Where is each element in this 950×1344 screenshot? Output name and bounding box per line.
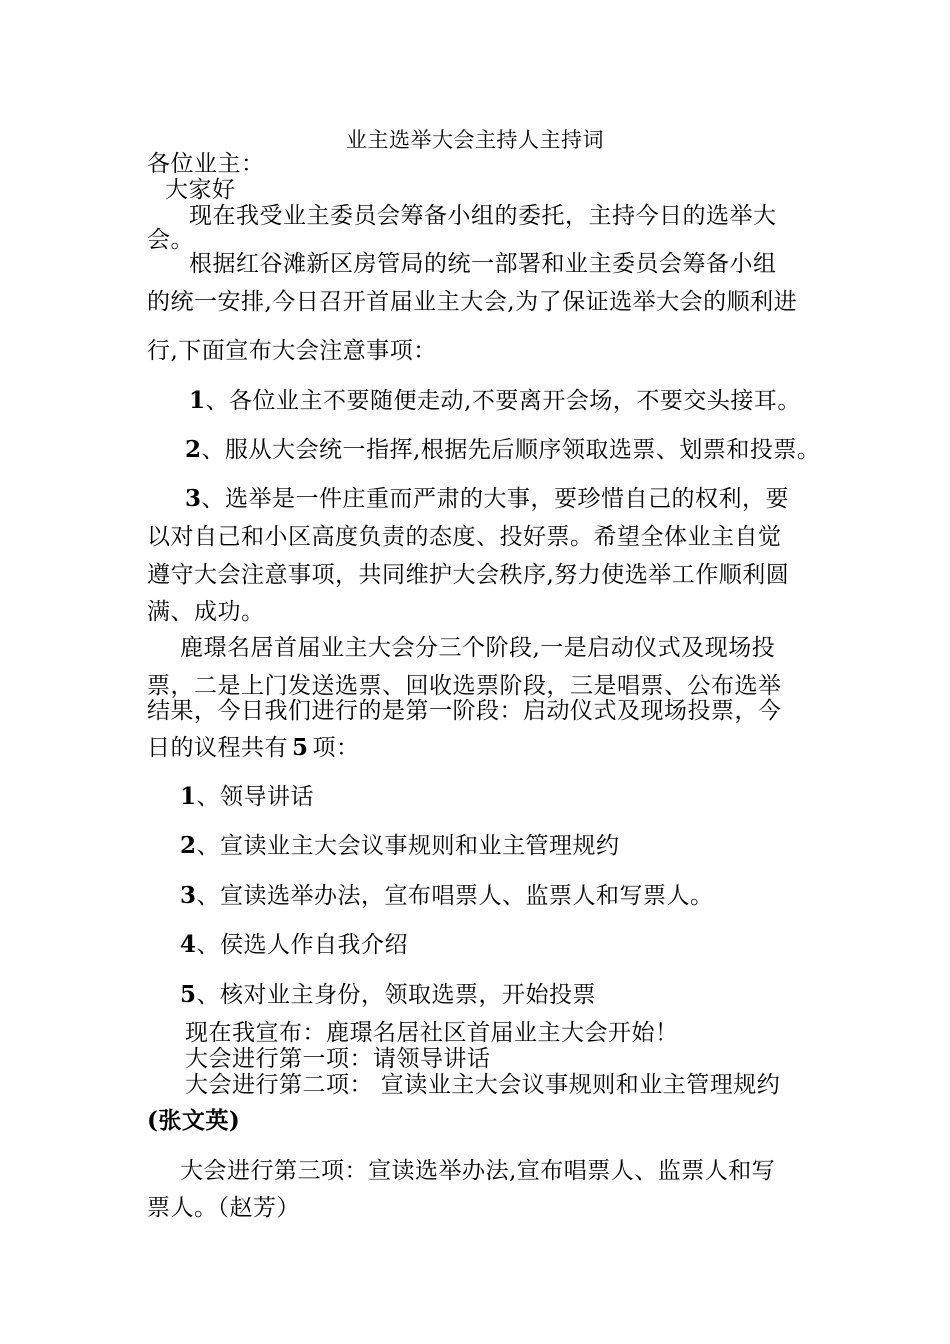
notice-text: 、服从大会统一指挥,根据先后顺序领取选票、划票和投票。 bbox=[201, 437, 821, 463]
agenda-text: 、领导讲话 bbox=[196, 784, 315, 810]
notice-number: 3 bbox=[185, 485, 202, 512]
notice-number: 1 bbox=[189, 387, 206, 414]
phases-line-2: 票，二是上门发送选票、回收选票阶段，三是唱票、公布选举 bbox=[147, 673, 782, 699]
notice3-line-3: 满、成功。 bbox=[147, 599, 265, 625]
background-line-2: 的统一安排,今日召开首届业主大会,为了保证选举大会的顺利进 bbox=[147, 289, 798, 315]
phases-text: 项： bbox=[312, 735, 360, 761]
agenda-number: 2 bbox=[180, 832, 197, 859]
phases-line-4 bbox=[147, 734, 360, 762]
agenda-number: 3 bbox=[180, 882, 197, 909]
agenda-step-2-line-1: 大会进行第二项： 宣读业主大会议事规则和业主管理规约 bbox=[185, 1072, 781, 1098]
notice-item bbox=[189, 387, 801, 415]
agenda-number: 1 bbox=[180, 783, 197, 810]
agenda-item bbox=[180, 882, 714, 910]
greeting: 大家好 bbox=[165, 177, 236, 203]
intro-line-1: 现在我受业主委员会筹备小组的委托，主持今日的选举大 bbox=[189, 203, 777, 229]
intro-line-2: 会。 bbox=[147, 227, 194, 253]
notice3-line-2: 遵守大会注意事项，共同维护大会秩序,努力使选举工作顺利圆 bbox=[147, 562, 790, 588]
agenda-step-3-line-2: 票人。（赵芳） bbox=[147, 1195, 300, 1221]
background-line-3: 行,下面宣布大会注意事项： bbox=[147, 338, 437, 364]
agenda-text: 、宣读业主大会议事规则和业主管理规约 bbox=[196, 833, 620, 859]
agenda-item bbox=[180, 931, 408, 959]
agenda-item bbox=[180, 832, 620, 860]
opening-announcement: 现在我宣布：鹿璟名居社区首届业主大会开始！ bbox=[185, 1020, 679, 1046]
phases-line-1: 鹿璟名居首届业主大会分三个阶段,一是启动仪式及现场投 bbox=[180, 635, 776, 661]
salutation: 各位业主： bbox=[147, 151, 265, 177]
notice-text: 、各位业主不要随便走动,不要离开会场，不要交头接耳。 bbox=[205, 388, 801, 414]
background-line-1: 根据红谷滩新区房管局的统一部署和业主委员会筹备小组 bbox=[189, 251, 777, 277]
notice-text: 、选举是一件庄重而严肃的大事，要珍惜自己的权利，要 bbox=[201, 486, 790, 512]
notice-item bbox=[185, 485, 789, 513]
agenda-text: 、侯选人作自我介绍 bbox=[196, 932, 409, 958]
agenda-text: 、宣读选举办法，宣布唱票人、监票人和写票人。 bbox=[196, 883, 714, 909]
agenda-item bbox=[180, 981, 596, 1009]
agenda-count: 5 bbox=[292, 734, 309, 761]
agenda-number: 5 bbox=[180, 981, 197, 1008]
agenda-step-1: 大会进行第一项：请领导讲话 bbox=[185, 1046, 491, 1072]
document-title: 业主选举大会主持人主持词 bbox=[346, 128, 604, 152]
agenda-step-2-line-2: (张文英) bbox=[147, 1107, 241, 1134]
agenda-number: 4 bbox=[180, 931, 197, 958]
phases-text: 日的议程共有 bbox=[147, 735, 288, 761]
agenda-text: 、核对业主身份，领取选票，开始投票 bbox=[196, 982, 597, 1008]
notice-item bbox=[185, 436, 820, 464]
phases-line-3: 结果，今日我们进行的是第一阶段：启动仪式及现场投票，今 bbox=[147, 698, 782, 724]
notice3-line-1: 以对自己和小区高度负责的态度、投好票。希望全体业主自觉 bbox=[147, 524, 782, 550]
notice-number: 2 bbox=[185, 436, 202, 463]
agenda-item bbox=[180, 783, 314, 811]
agenda-step-3-line-1: 大会进行第三项：宣读选举办法,宣布唱票人、监票人和写 bbox=[180, 1158, 776, 1184]
